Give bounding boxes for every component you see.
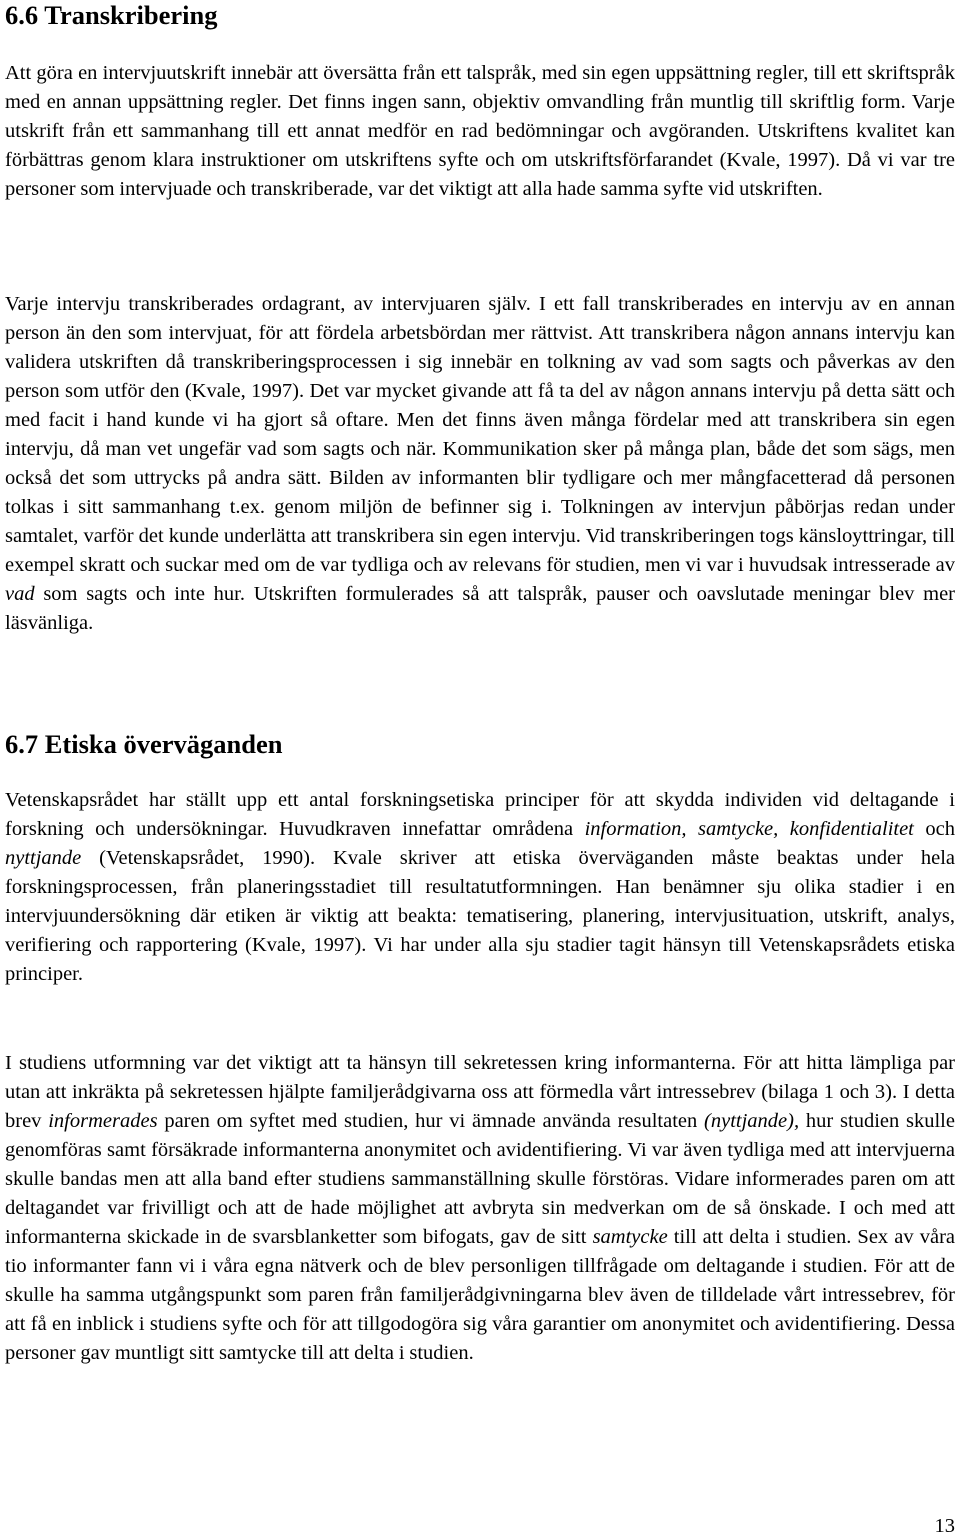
paragraph-etiska-principles [5,786,955,989]
paragraph-text: Att göra en intervjuutskrift innebär att översätta från ett talspråk, med sin egen uppsättning regler, till ett skriftspråk med en annan uppsättning regler. Det finns ingen sann, objektiv omvandling från muntlig till skriftlig form. Varje utskrift från ett sammanhang till ett annat medför en rad bedömningar och avgöranden. Utskriftens kvalitet kan förbättras genom klara instruktioner om utskriftens syfte och om utskriftsförfarandet (Kvale, 1997). Då vi var tre personer som intervjuade och transkriberade, var det viktigt att alla hade samma syfte vid utskriften. [5,62,955,200]
paragraph-text: paren om syftet med studien, hur vi ämnade använda resultaten [157,1110,705,1132]
paragraph-text: Varje intervju transkriberades ordagrant, av intervjuaren själv. I ett fall transkriberades en intervju av en annan person än den som intervjuat, för att fördela arbetsbördan mer rättvist. Att transkribera någon annans intervju kan validera utskriften då transkriberingsprocessen i sig innebär en tolkning av vad som sagts och påverkas av den person som utför den (Kvale, 1997). Det var mycket givande att få ta del av någon annans intervju på detta sätt och med facit i hand kunde vi ha gjort så oftare. Men det finns även många fördelar med att transkribera sin egen intervju, då man vet ungefär vad som sagts och när. Kommunikation sker på många plan, både det som sägs, men också det som uttrycks på andra sätt. Bilden av informanten blir tydligare och mer mångfacetterad då personen tolkas i sitt sammanhang t.ex. genom miljön de befinner sig i. Tolkningen av intervjun påbörjas redan under samtalet, varför det kunde underlätta att transkribera sin egen intervju. Vid transkriberingen togs känsloyttringar, till exempel skratt och suckar med om de var tydliga och av relevans för studien, men vi var i huvudsak intresserade av [5,293,955,576]
italic-term-nyttjande: (nyttjande), [704,1110,800,1132]
page-number: 13 [934,1515,955,1537]
italic-term-informerades: informerades [48,1110,158,1132]
paragraph-text: I studiens utformning var det viktigt att ta hänsyn till sekretessen kring informanterna. För att hitta lämpliga par utan att inkräkta på sekretessen hjälpte familjerådgivarna oss att förmedla vårt intressebrev (bilaga 1 och 3). I detta brev [5,1052,955,1132]
section-heading-etiska: 6.7 Etiska överväganden [5,729,283,759]
italic-term-samtycke: samtycke [592,1226,668,1248]
paragraph-text: till att delta i studien. Sex av våra tio informanter fann vi i våra egna nätverk och de blev personligen tillfrågade om deltagande i studien. För att de skulle ha samma utgångspunkt som paren från familjerådgivningarna blev även de tilldelade vårt intressebrev, för att få en inblick i studiens syfte och för att tillgodogöra sig våra garantier om anonymitet och avidentifiering. Dessa personer gav muntligt sitt samtycke till att delta i studien. [5,1226,955,1364]
italic-term-nyttjande: nyttjande [5,847,82,869]
paragraph-transkribering-intro [5,59,955,204]
paragraph-text: Vetenskapsrådet har ställt upp ett antal forskningsetiska principer för att skydda individen vid deltagande i forskning och undersökningar. Huvudkraven innefattar områdena [5,789,955,840]
paragraph-text: som sagts och inte hur. Utskriften formulerades så att talspråk, pauser och oavslutade meningar blev mer läsvänliga. [5,583,955,634]
paragraph-etiska-application [5,1049,955,1368]
paragraph-text: hur studien skulle genomföras samt försäkrade informanterna anonymitet och avidentifiering. Vi var även tydliga med att intervjuerna skulle bandas men att alla band efter studiens sammanställning skulle förstöras. Vidare informerades paren om att deltagandet var frivilligt och att de hade möjlighet att avbryta sin medverkan om de så önskade. I och med att informanterna skickade in de svarsblanketter som bifogats, gav de sitt [5,1110,955,1248]
paragraph-text: och [913,818,955,840]
italic-term-vad: vad [5,583,35,605]
paragraph-transkribering-method [5,290,955,638]
section-heading-transkribering: 6.6 Transkribering [5,0,218,30]
italic-terms: information, samtycke, konfidentialitet [584,818,914,840]
paragraph-text: (Vetenskapsrådet, 1990). Kvale skriver att etiska överväganden måste beaktas under hela forskningsprocessen, från planeringsstadiet till resultatutformningen. Han benämner sju olika stadier i en intervjuundersökning där etiken är viktig att beakta: tematisering, planering, intervjusituation, utskrift, analys, verifiering och rapportering (Kvale, 1997). Vi har under alla sju stadier tagit hänsyn till Vetenskapsrådets etiska principer. [5,847,955,985]
